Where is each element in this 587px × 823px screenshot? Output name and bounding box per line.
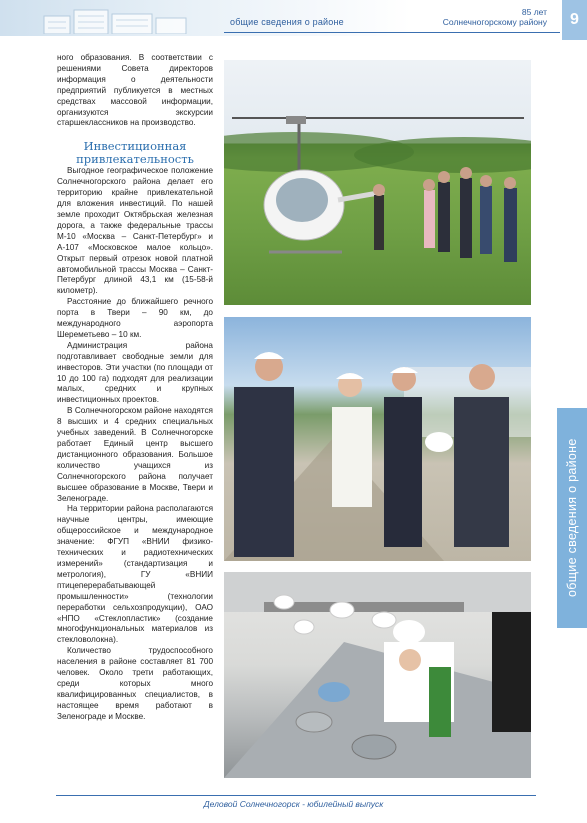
paragraph-research-centers: На территории района располагаются научные центры, имеющие общероссийское и международное значение: ФГУП «ВНИИ физико-технических и радиотехнических измерений» (стандартизация и метрология), ГУ «ВНИИ птицеперерабатывающей промышленности» (технологии переработки сельхозпродукции), ОАО «НПО «Стеклопластик» (создание многофункциональных материалов из стекловолокна). [57,504,213,645]
side-section-tab-label: общие сведения о районе [565,438,579,598]
anniversary-caption [443,7,547,27]
footer-rule [56,795,536,796]
paragraph-distances: Расстояние до ближайшего речного порта в Твери – 90 км, до международного аэропорта Шереметьево – 10 км. [57,297,213,339]
anniversary-line-2: Солнечногорскому району [442,17,547,27]
page-header [0,0,587,42]
header-buildings-illustration [38,4,218,34]
paragraph-workforce: Количество трудоспособного населения в районе составляет 81 700 человек. Около трети работающих, среди которых много квалифицированных специалистов, в настоящее время работают в Зеленограде и Москве. [57,646,213,721]
section-title: общие сведения о районе [230,17,344,27]
paragraph-geography: Выгодное географическое положение Солнечногорского района делает его территорию крайне привлекательной для вложения инвестиций. По нашей земле проходит Октябрьская железная дорога, а также федеральные трассы М-10 «Москва – Санкт-Петербург» и А-107 «Московское малое кольцо». Открыт первый отрезок новой платной автомобильной трассы Москва – Санкт-Петербург длиной 43,1 км (15-58-й километр). [57,166,213,296]
header-rule [224,32,560,33]
photo-helicopter [224,60,531,305]
page-number: 9 [570,11,579,28]
anniversary-line-1: 85 лет [521,7,547,17]
photo-cooking-class [224,572,531,778]
article-text-column [57,53,213,723]
intro-paragraph: ного образования. В соответствии с решениями Совета директоров информация о деятельности предприятий публикуется в местных средствах массовой информации, организуются экскурсии старшеклассников на производство. [57,53,213,128]
section-subheading: Инвестиционная привлекательность [76,139,194,167]
footer-caption: Деловой Солнечногорск - юбилейный выпуск [203,799,384,809]
photo-officials-hard-hats [224,317,531,561]
paragraph-land-plots: Администрация района подготавливает свободные земли для инвесторов. Эти участки (по площади от 10 до 100 га) подходят для реализации малых, средних и крупных инвестиционных проектов. [57,340,213,405]
paragraph-education: В Солнечногорском районе находятся 8 высших и 4 средних специальных учебных заведений. В Солнечногорске работает Единый центр высшего дистанционного образования. Большое количество учащихся из Солнечногорского района получает высшее образование в Москве, Твери и Зеленограде. [57,406,213,503]
